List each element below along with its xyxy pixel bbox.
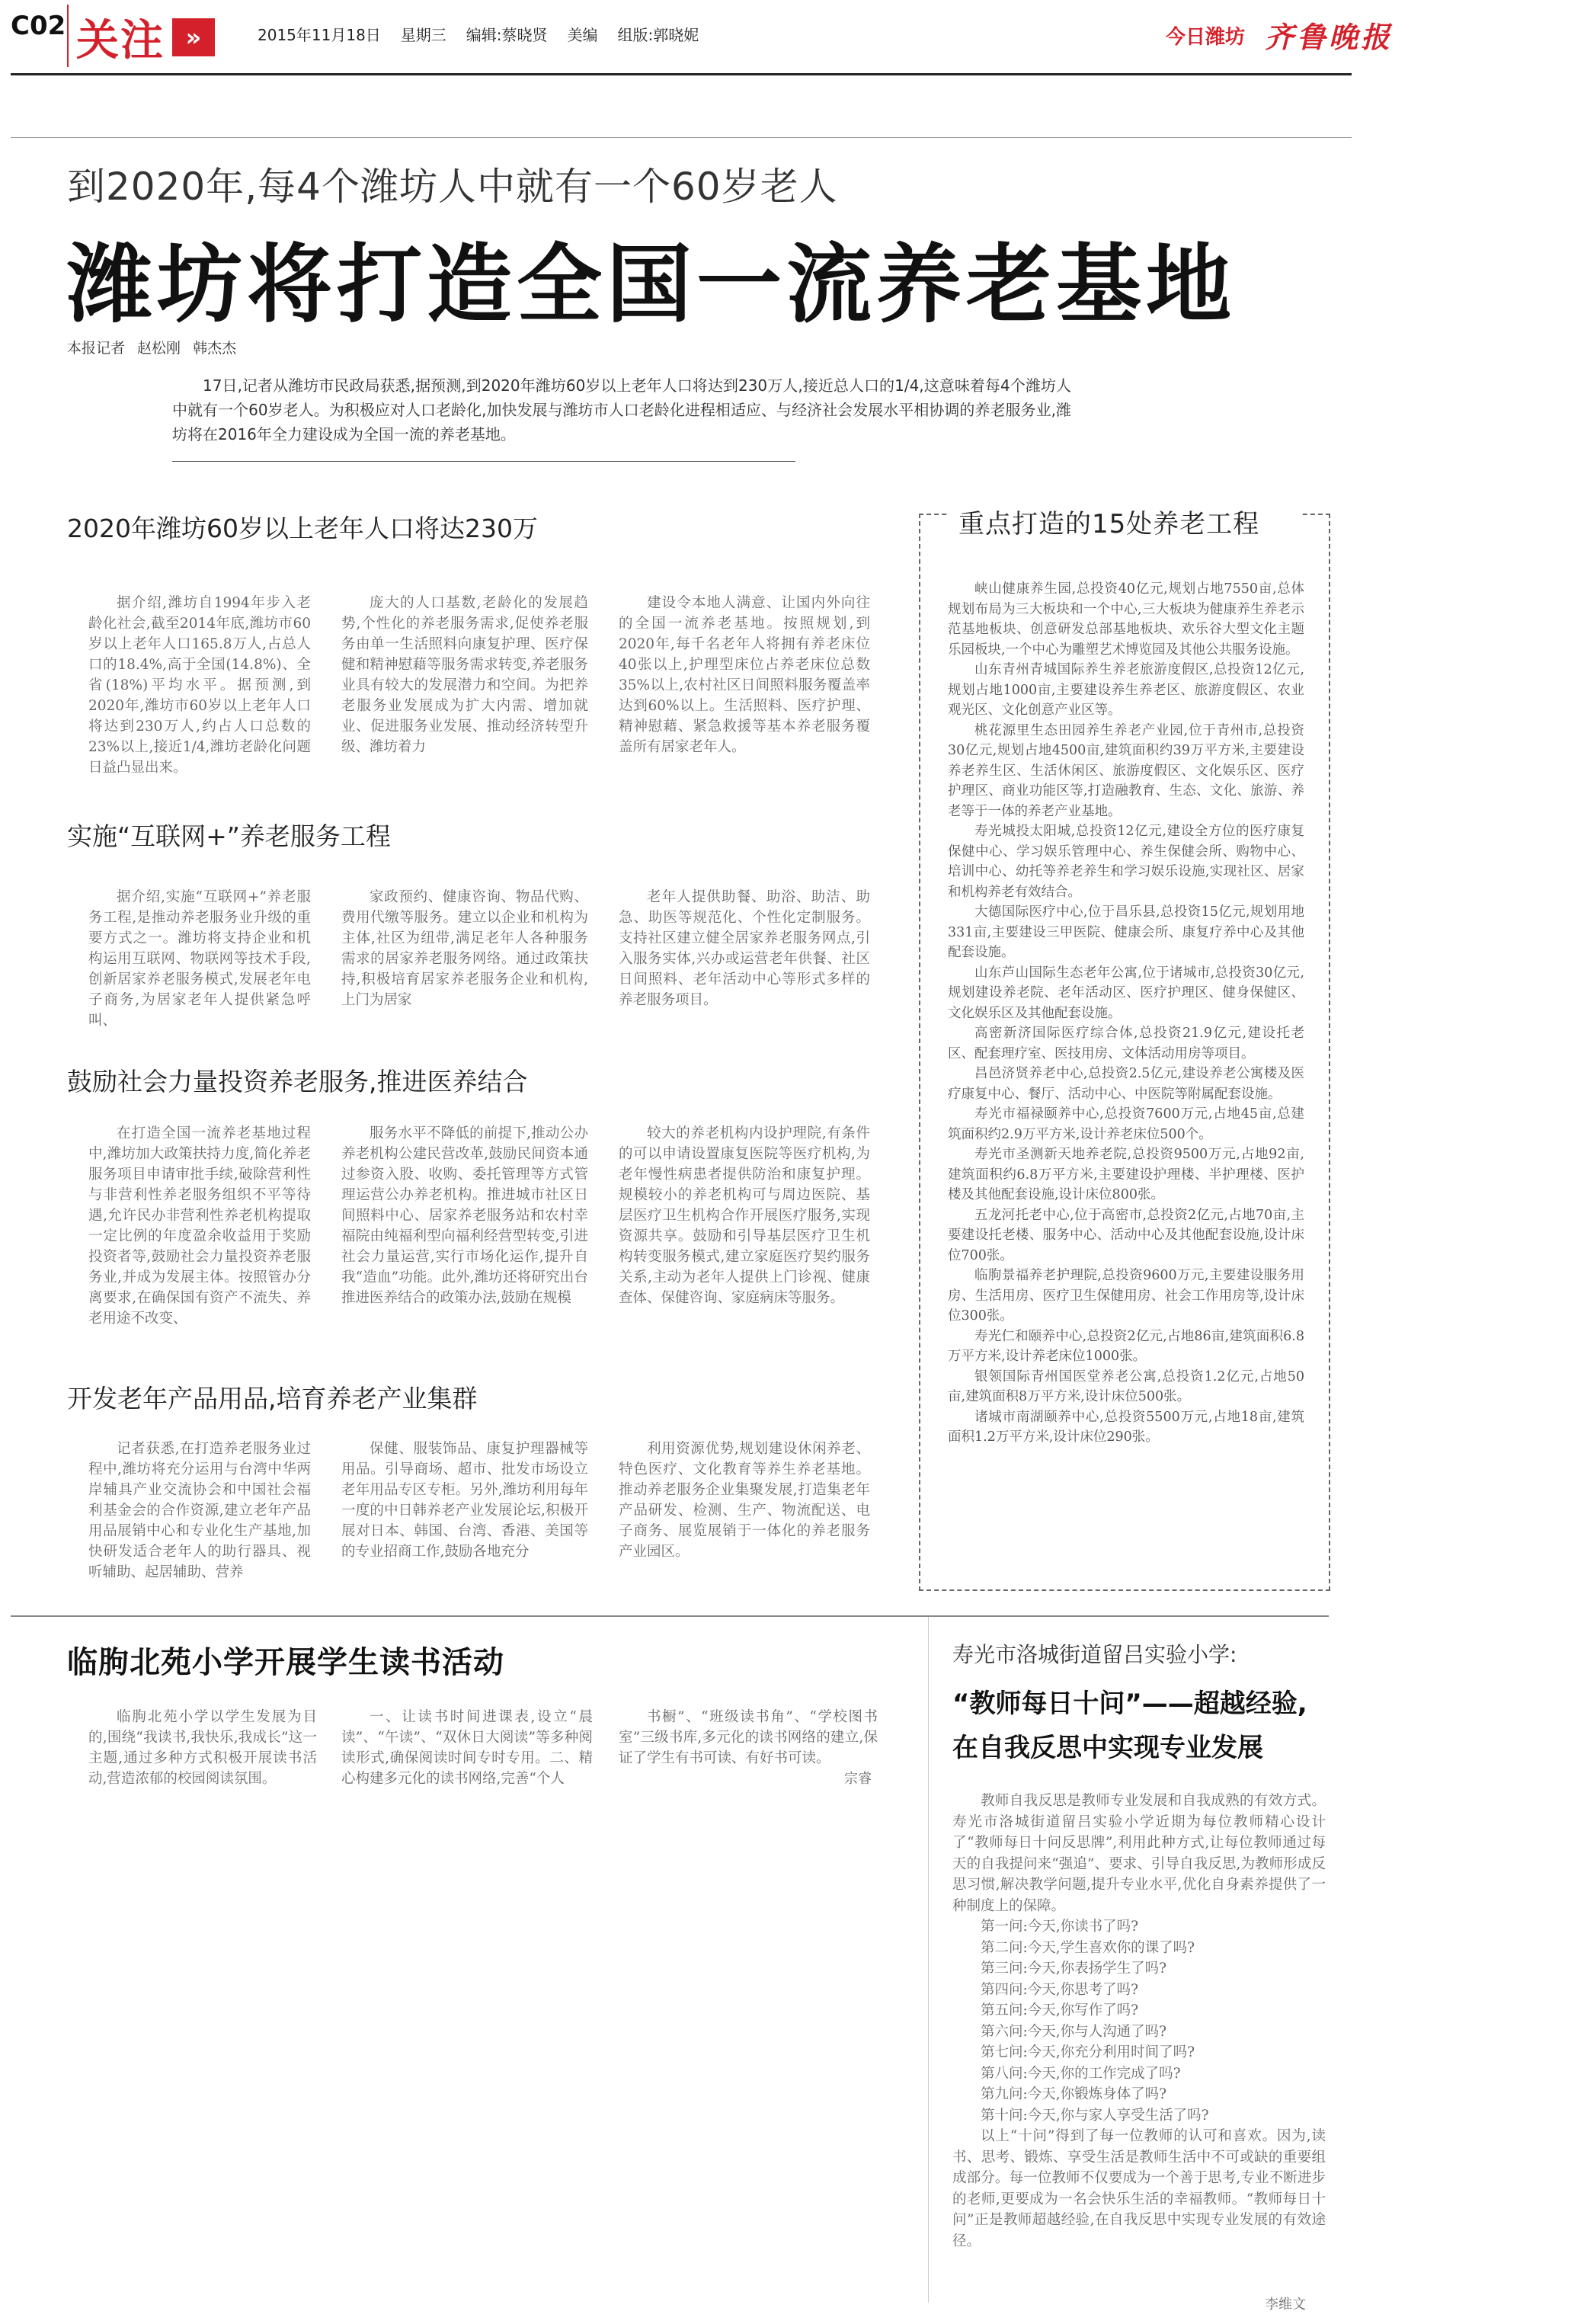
sidebar-item: 高密新济国际医疗综合体,总投资21.9亿元,建设托老区、配套理疗室、医技用房、文体活动用房等项目。 xyxy=(948,1026,1304,1061)
dateline xyxy=(258,23,699,45)
paragraph: 据介绍,实施“互联网+”养老服务工程,是推动养老服务业升级的重要方式之一。潍坊将支持企业和机构运用互联网、物联网等技术手段,创新居家养老服务模式,发展老年电子商务,为居家老年人提供紧急呼叫、 xyxy=(88,889,311,1029)
question-line: 第六问:今天,你与人沟通了吗? xyxy=(981,2023,1167,2040)
story3-body xyxy=(952,1791,1326,2252)
art-editor-credit: 美编 xyxy=(567,26,598,44)
article-column xyxy=(88,593,311,778)
sidebar-item: 诸城市南湖颐养中心,总投资5500万元,占地18亩,建筑面积1.2万平方米,设计床位290张。 xyxy=(948,1409,1304,1445)
paragraph: 庞大的人口基数,老龄化的发展趋势,个性化的养老服务需求,促使养老服务由单一生活照料向康复护理、医疗保健和精神慰藉等服务需求转变,养老服务业具有较大的发展潜力和空间。为把养老服务业发展成为扩大内需、增加就业、促进服务业发展、推动经济转型升级、潍坊着力 xyxy=(341,595,588,755)
section-label: 关注 xyxy=(76,16,165,66)
newspaper-logo: 齐鲁晚报 xyxy=(1265,20,1394,54)
article-column xyxy=(341,1707,593,1789)
story3-kicker: 寿光市洛城街道留吕实验小学: xyxy=(952,1642,1237,1667)
sidebar-item: 临朐景福养老护理院,总投资9600万元,主要建设服务用房、生活用房、医疗卫生保健用房、社会工作用房等,设计床位300张。 xyxy=(948,1268,1304,1324)
paragraph: 老年人提供助餐、助浴、助洁、助急、助医等规范化、个性化定制服务。支持社区建立健全居家养老服务网点,引入服务实体,兴办或运营老年供餐、社区日间照料、老年活动中心等形式多样的养老服务项目。 xyxy=(619,889,870,1008)
sidebar-item: 五龙河托老中心,位于高密市,总投资2亿元,占地70亩,主要建设托老楼、服务中心、活动中心及其他配套设施,设计床位700张。 xyxy=(948,1207,1304,1263)
issue-weekday: 星期三 xyxy=(400,26,446,44)
chevron-right-icon: » xyxy=(172,18,215,56)
article-column xyxy=(88,1707,317,1789)
sidebar-title: 重点打造的15处养老工程 xyxy=(958,509,1260,539)
paragraph: 保健、服装饰品、康复护理器械等用品。引导商场、超市、批发市场设立老年用品专区专柜。另外,潍坊利用每年一度的中日韩养老产业发展论坛,积极开展对日本、韩国、台湾、香港、美国等的专业招商工作,鼓励各地充分 xyxy=(341,1441,588,1560)
paragraph: 教师自我反思是教师专业发展和自我成熟的有效方式。寿光市洛城街道留吕实验小学近期为每位教师精心设计了“教师每日十问反思牌”,利用此种方式,让每位教师通过每天的自我提问来“强追”、要求、引导自我反思,为教师形成反思习惯,解决教学问题,提升专业水平,优化自身素养提供了一种制度上的保障。 xyxy=(952,1793,1326,1914)
masthead-divider xyxy=(67,5,69,67)
paragraph: 在打造全国一流养老基地过程中,潍坊加大政策扶持力度,简化养老服务项目申请审批手续,破除营利性与非营利性养老服务组织不平等待遇,允许民办非营利性养老机构提取一定比例的年度盈余收益用于奖励投资者等,鼓励社会力量投资养老服务业,并成为发展主体。按照管办分离要求,在确保国有资产不流失、养老用途不改变、 xyxy=(88,1125,311,1327)
story-lead: 17日,记者从潍坊市民政局获悉,据预测,到2020年潍坊60岁以上老年人口将达到230万人,接近总人口的1/4,这意味着每4个潍坊人中就有一个60岁老人。为积极应对人口老龄化,加快发展与潍坊市人口老龄化进程相适应、与经济社会发展水平相协调的养老服务业,潍坊将在2016年全力建设成为全国一流的养老基地。 xyxy=(172,376,1071,443)
paragraph: 临朐北苑小学以学生发展为目的,围绕“我读书,我快乐,我成长”这一主题,通过多种方式积极开展读书活动,营造浓郁的校园阅读氛围。 xyxy=(88,1709,317,1787)
question-line: 第九问:今天,你锻炼身体了吗? xyxy=(981,2086,1167,2102)
question-line: 第七问:今天,你充分利用时间了吗? xyxy=(981,2044,1195,2060)
sidebar-item: 大德国际医疗中心,位于昌乐县,总投资15亿元,规划用地331亩,主要建设三甲医院、健康会所、康复疗养中心及其他配套设施。 xyxy=(948,904,1304,960)
story-kicker: 到2020年,每4个潍坊人中就有一个60岁老人 xyxy=(67,165,838,209)
story2-credit: 宗睿 xyxy=(844,1771,872,1787)
sidebar-item: 峡山健康养生园,总投资40亿元,规划占地7550亩,总体规划布局为三大板块和一个中心,三大板块为健康养生养老示范基地板块、创意研发总部基地板块、欢乐谷大型文化主题乐园板块,一个中心为雕塑艺术博览园及其他公共服务设施。 xyxy=(948,581,1304,658)
section-heading: 鼓励社会力量投资养老服务,推进医养结合 xyxy=(67,1067,528,1096)
paragraph: 记者获悉,在打造养老服务业过程中,潍坊将充分运用与台湾中华两岸辅具产业交流协会和中国社会福利基金会的合作资源,建立老年产品用品展销中心和专业化生产基地,加快研发适合老年人的助行器具、视听辅助、起居辅助、营养 xyxy=(88,1441,311,1580)
article-column xyxy=(88,1123,311,1329)
question-line: 第十问:今天,你与家人享受生活了吗? xyxy=(981,2107,1209,2124)
story-byline: 本报记者 赵松刚 韩杰杰 xyxy=(67,340,237,357)
article-column xyxy=(341,887,588,1010)
paragraph: 书橱”、“班级读书角”、“学校图书室”三级书库,多元化的读书网络的建立,保证了学生有书可读、有好书可读。 xyxy=(619,1709,878,1766)
question-line: 第一问:今天,你读书了吗? xyxy=(981,1919,1139,1935)
article-column xyxy=(619,1123,870,1308)
section-badge xyxy=(76,8,236,67)
sidebar-item: 桃花源里生态田园养生养老产业园,位于青州市,总投资30亿元,规划占地4500亩,建筑面积约39万平方米,主要建设养老养生区、生活休闲区、旅游度假区、文化娱乐区、医疗护理区、商业功能区等,打造融教育、生态、文化、旅游、养老等于一体的养老产业基地。 xyxy=(948,722,1304,819)
article-column xyxy=(619,1439,870,1562)
article-column xyxy=(619,887,870,1010)
brand-name: 今日潍坊 xyxy=(1166,26,1246,49)
lead-rule xyxy=(172,461,795,462)
sidebar-item: 寿光市福禄颐养中心,总投资7600万元,占地45亩,总建筑面积约2.9万平方米,设计养老床位500个。 xyxy=(948,1106,1304,1142)
paragraph: 建设令本地人满意、让国内外向往的全国一流养老基地。按照规划,到2020年,每千名老年人将拥有养老床位40张以上,护理型床位占养老床位总数35%以上,农村社区日间照料服务覆盖率达到60%以上。生活照料、医疗护理、精神慰藉、紧急救援等基本养老服务覆盖所有居家老年人。 xyxy=(619,595,870,755)
sidebar-item: 寿光城投太阳城,总投资12亿元,建设全方位的医疗康复保健中心、学习娱乐管理中心、养生保健会所、购物中心、培训中心、幼托等养老养生和学习娱乐设施,实现社区、居家和机构养老有效结合。 xyxy=(948,824,1304,900)
paragraph: 据介绍,潍坊自1994年步入老龄化社会,截至2014年底,潍坊市60岁以上老年人口165.8万人,占总人口的18.4%,高于全国(14.8%)、全省(18%)平均水平。据预测,到2020年,潍坊市60岁以上老年人口将达到230万人,约占人口总数的23%以上,接近1/4,潍坊老龄化问题日益凸显出来。 xyxy=(88,595,311,776)
paragraph: 服务水平不降低的前提下,推动公办养老机构公建民营改革,鼓励民间资本通过参资入股、收购、委托管理等方式管理运营公办养老机构。推进城市社区日间照料中心、居家养老服务站和农村幸福院由纯福利型向福利经营型转变,引进社会力量运营,实行市场化运作,提升自我“造血”功能。此外,潍坊还将研究出台推进医养结合的政策办法,鼓励在规模 xyxy=(341,1125,588,1306)
sidebar-item: 寿光市圣测新天地养老院,总投资9500万元,占地92亩,建筑面积约6.8万平方米,主要建设护理楼、半护理楼、医护楼及其他配套设施,设计床位800张。 xyxy=(948,1147,1304,1202)
article-column xyxy=(88,887,311,1031)
article-column xyxy=(88,1439,311,1583)
editor-credit: 编辑:蔡晓贤 xyxy=(466,26,548,44)
masthead-rule xyxy=(11,73,1352,75)
question-line: 第三问:今天,你表扬学生了吗? xyxy=(981,1961,1167,1977)
paragraph: 以上“十问”得到了每一位教师的认可和喜欢。因为,读书、思考、锻炼、享受生活是教师生活中不可或缺的重要组成部分。每一位教师不仅要成为一个善于思考,专业不断进步的老师,更要成为一名会快乐生活的幸福教师。“教师每日十问”正是教师超越经验,在自我反思中实现专业发展的有效途径。 xyxy=(952,2128,1326,2249)
section-rule xyxy=(11,1615,1329,1617)
article-column xyxy=(341,1439,588,1562)
article-column xyxy=(341,1123,588,1308)
article-column xyxy=(341,593,588,757)
question-line: 第四问:今天,你思考了吗? xyxy=(981,1981,1139,1998)
sidebar-item: 山东芦山国际生态老年公寓,位于诸城市,总投资30亿元,规划建设养老院、老年活动区、医疗护理区、健身保健区、文化娱乐区及其他配套设施。 xyxy=(948,965,1304,1021)
headline-rule xyxy=(11,137,1352,138)
story3-headline-line2: 在自我反思中实现专业发展 xyxy=(952,1733,1263,1763)
section-heading: 开发老年产品用品,培育养老产业集群 xyxy=(67,1384,478,1413)
sidebar-item: 寿光仁和颐养中心,总投资2亿元,占地86亩,建筑面积6.8万平方米,设计养老床位1000张。 xyxy=(948,1328,1304,1364)
page-number: C02 xyxy=(11,11,66,41)
question-line: 第五问:今天,你写作了吗? xyxy=(981,2002,1139,2018)
story-headline: 潍坊将打造全国一流养老基地 xyxy=(67,235,1236,335)
paragraph: 一、让读书时间进课表,设立“晨读”、“午读”、“双休日大阅读”等多种阅读形式,确保阅读时间专时专用。二、精心构建多元化的读书网络,完善“个人 xyxy=(341,1709,593,1787)
paragraph: 较大的养老机构内设护理院,有条件的可以申请设置康复医院等医疗机构,为老年慢性病患者提供防治和康复护理。规模较小的养老机构可与周边医院、基层医疗卫生机构合作开展医疗服务,实现资源共享。鼓励和引导基层医疗卫生机构转变服务模式,建立家庭医疗契约服务关系,主动为老年人提供上门诊视、健康查体、保健咨询、家庭病床等服务。 xyxy=(619,1125,870,1306)
article-column xyxy=(619,1707,878,1769)
paragraph: 利用资源优势,规划建设休闲养老、特色医疗、文化教育等养生养老基地。推动养老服务企业集聚发展,打造集老年产品研发、检测、生产、物流配送、电子商务、展览展销于一体化的养老服务产业园区。 xyxy=(619,1441,870,1560)
story3-headline-line1: “教师每日十问”——超越经验, xyxy=(952,1689,1307,1719)
question-line: 第二问:今天,学生喜欢你的课了吗? xyxy=(981,1939,1195,1956)
layout-editor-credit: 组版:郭晓妮 xyxy=(617,26,699,44)
question-line: 第八问:今天,你的工作完成了吗? xyxy=(981,2065,1181,2082)
section-heading: 实施“互联网+”养老服务工程 xyxy=(67,821,391,851)
story3-credit: 李维文 xyxy=(1265,2297,1306,2313)
paragraph: 家政预约、健康咨询、物品代购、费用代缴等服务。建立以企业和机构为主体,社区为纽带,满足老年人各种服务需求的居家养老服务网络。通过政策扶持,积极培育居家养老服务企业和机构,上门为居家 xyxy=(341,889,588,1008)
section-heading: 2020年潍坊60岁以上老年人口将达230万 xyxy=(67,514,538,543)
article-column xyxy=(619,593,870,757)
sidebar-list xyxy=(948,579,1304,1448)
sidebar-item: 昌邑济贤养老中心,总投资2.5亿元,建设养老公寓楼及医疗康复中心、餐厅、活动中心、中医院等附属配套设施。 xyxy=(948,1066,1304,1102)
issue-date: 2015年11月18日 xyxy=(258,26,381,44)
sidebar-item: 银领国际青州国医堂养老公寓,总投资1.2亿元,占地50亩,建筑面积8万平方米,设计床位500张。 xyxy=(948,1368,1304,1404)
sidebar-item: 山东青州青城国际养生养老旅游度假区,总投资12亿元,规划占地1000亩,主要建设养生养老区、旅游度假区、农业观光区、文化创意产业区等。 xyxy=(948,662,1304,718)
story2-headline: 临朐北苑小学开展学生读书活动 xyxy=(67,1645,504,1680)
column-divider xyxy=(928,1617,929,2303)
